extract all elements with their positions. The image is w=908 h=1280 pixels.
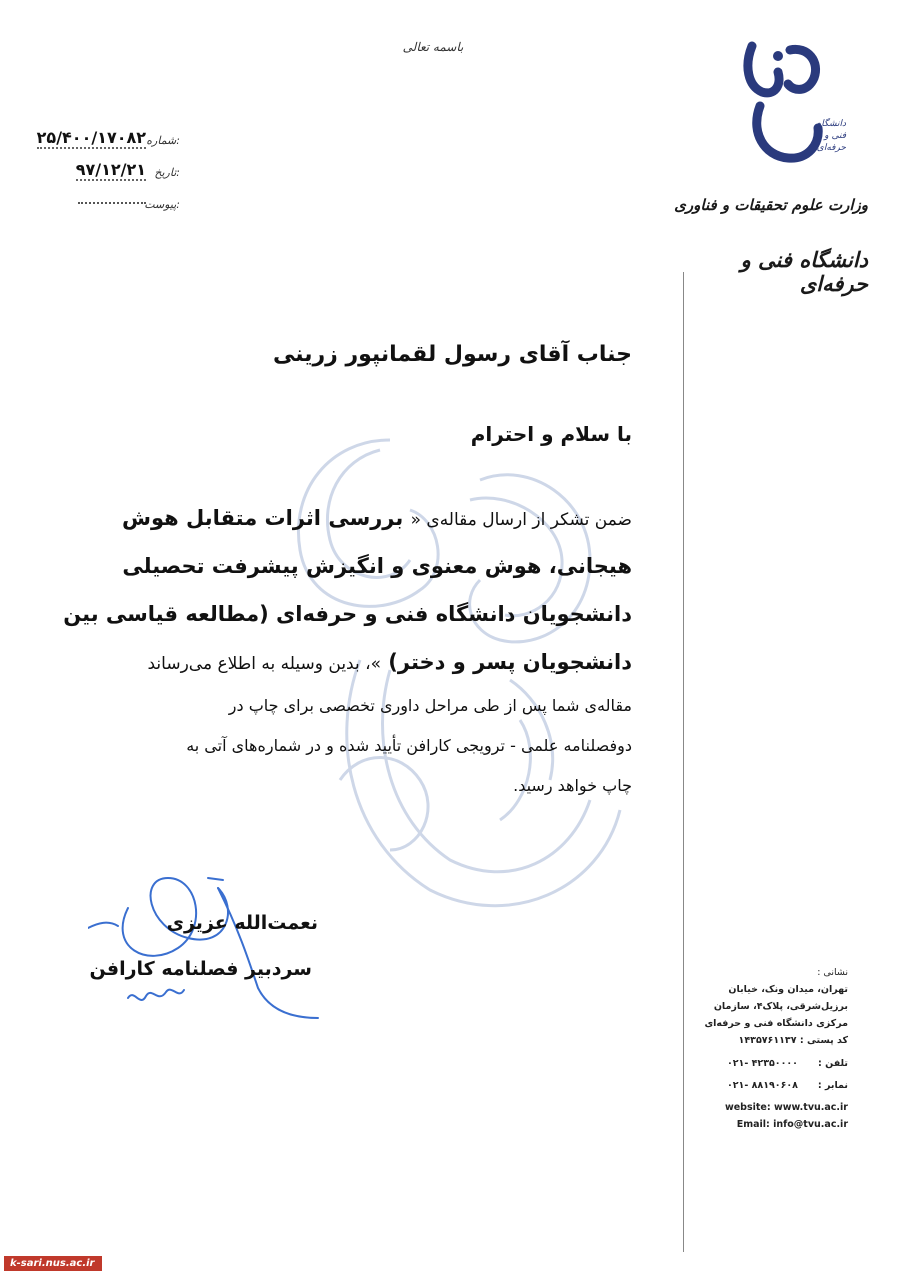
university-name: دانشگاه فنی و حرفه‌ای <box>740 248 868 296</box>
signer-name: نعمت‌الله عزیزی <box>166 912 318 934</box>
address-line: مرکزی دانشگاه فنی و حرفه‌ای <box>704 1018 848 1029</box>
postal-code-row: کد پستی : ۱۴۳۵۷۶۱۱۳۷ <box>738 1035 848 1046</box>
body-line: دانشجویان دانشگاه فنی و حرفه‌ای (مطالعه قیاسی بین <box>63 602 632 626</box>
email-link[interactable]: Email: info@tvu.ac.ir <box>736 1119 848 1130</box>
address-label: نشانی : <box>817 967 848 978</box>
date-value: ۹۷/۱۲/۲۱ <box>75 160 146 179</box>
letter-body <box>63 494 632 806</box>
body-line: مقاله‌ی شما پس از طی مراحل داوری تخصصی برای چاپ در <box>228 696 632 715</box>
body-line: هیجانی، هوش معنوی و انگیزش پیشرفت تحصیلی <box>122 554 632 578</box>
bismillah: باسمه تعالی <box>402 40 464 54</box>
attachment-value <box>78 202 146 204</box>
phone-row: تلفن : ۰۲۱- ۴۲۳۵۰۰۰۰ <box>718 1055 848 1077</box>
body-line: ضمن تشکر از ارسال مقاله‌ی « بررسی اثرات متقابل هوش <box>122 506 632 530</box>
contact-info <box>704 964 848 1133</box>
number-row <box>36 128 180 154</box>
phone-value: ۰۲۱- ۴۲۳۵۰۰۰۰ <box>726 1058 798 1069</box>
date-row <box>40 160 180 186</box>
number-label: شماره: <box>146 134 180 147</box>
website-link[interactable]: website: www.tvu.ac.ir <box>724 1102 848 1113</box>
attachment-row <box>40 192 180 218</box>
ministry-name: وزارت علوم تحقیقات و فناوری <box>674 196 868 214</box>
fax-value: ۰۲۱- ۸۸۱۹۰۶۰۸ <box>726 1080 798 1091</box>
greeting: با سلام و احترام <box>470 422 632 446</box>
address-line: تهران، میدان ونک، خیابان <box>728 984 848 995</box>
body-line: دوفصلنامه علمی - ترویجی کارافن تأیید شده و در شماره‌های آتی به <box>186 736 632 755</box>
footer-bar <box>0 1252 908 1280</box>
body-line: چاپ خواهد رسید. <box>513 776 632 795</box>
fax-row: نمابر : ۰۲۱- ۸۸۱۹۰۶۰۸ <box>718 1077 848 1099</box>
logo-caption: دانشگاه فنی و حرفه‌ای <box>816 119 846 153</box>
attachment-label: پیوست: <box>144 198 180 211</box>
body-line: دانشجویان پسر و دختر) »، بدین وسیله به اطلاع می‌رساند <box>147 650 632 674</box>
letter-meta <box>36 128 180 218</box>
date-label: تاریخ: <box>154 166 180 179</box>
source-url-badge[interactable]: k-sari.nus.ac.ir <box>4 1256 102 1271</box>
addressee: جناب آقای رسول لقمانپور زرینی <box>272 342 632 367</box>
signer-title: سردبیر فصلنامه کارافن <box>89 958 312 980</box>
number-value: ۲۵/۴۰۰/۱۷۰۸۲ <box>36 128 146 147</box>
handwritten-signature <box>88 868 388 1028</box>
margin-divider <box>683 272 684 1252</box>
address-line: برزیل‌شرقی، پلاک۴، سازمان <box>713 1001 848 1012</box>
